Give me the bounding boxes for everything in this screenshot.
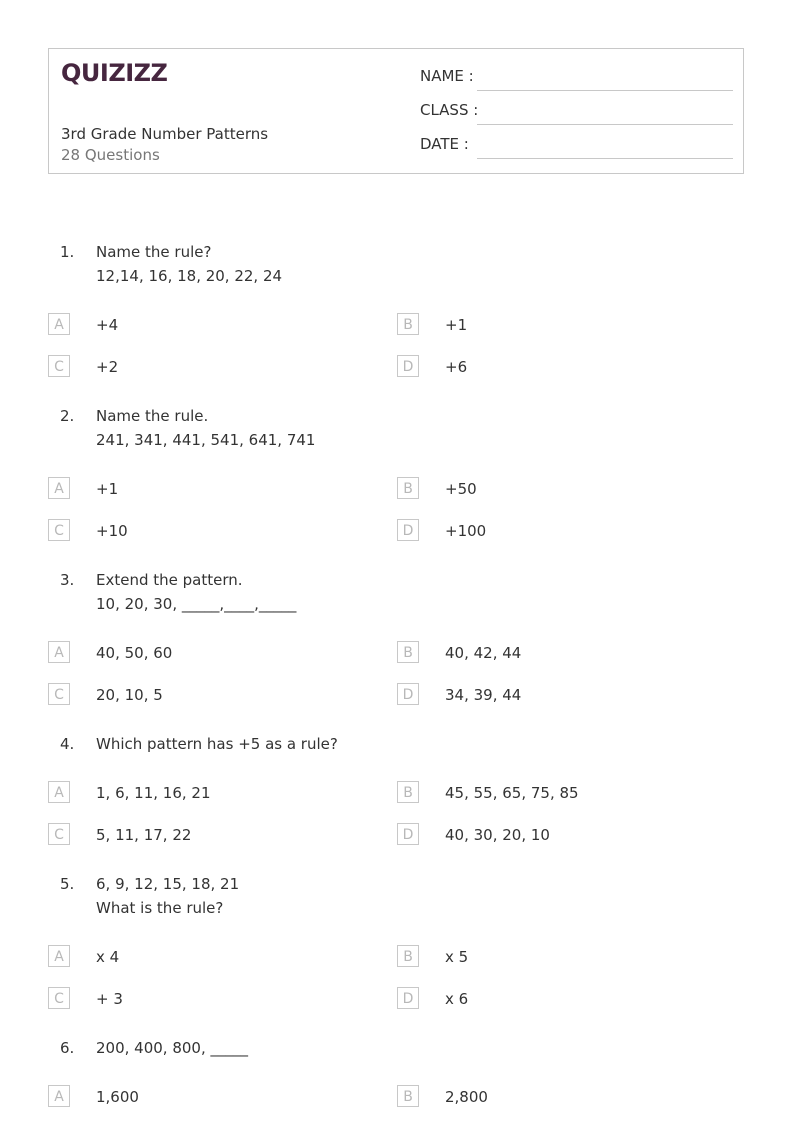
worksheet-title: 3rd Grade Number Patterns (61, 125, 269, 143)
name-line (477, 90, 733, 91)
option-text: + 3 (96, 990, 123, 1008)
option-text: 1, 6, 11, 16, 21 (96, 784, 211, 802)
date-input[interactable] (477, 136, 733, 158)
option-text: x 6 (445, 990, 469, 1008)
option-letter-box: C (48, 987, 70, 1009)
question-number: 3. (60, 571, 75, 589)
name-field (420, 67, 733, 91)
option-text: 40, 42, 44 (445, 644, 522, 662)
option-text: 40, 50, 60 (96, 644, 173, 662)
option-text: x 4 (96, 948, 120, 966)
class-line (477, 124, 733, 125)
option-text: +10 (96, 522, 128, 540)
quizizz-logo: QUIZIZZ (61, 59, 168, 87)
option-letter-box: B (397, 477, 419, 499)
date-label: DATE : (420, 135, 469, 153)
option-text: x 5 (445, 948, 469, 966)
option-text: +50 (445, 480, 477, 498)
question-text: Which pattern has +5 as a rule? (96, 735, 338, 753)
option-text: 40, 30, 20, 10 (445, 826, 550, 844)
name-label: NAME : (420, 67, 474, 85)
question-text: 200, 400, 800, _____ (96, 1039, 248, 1057)
option-letter-box: A (48, 477, 70, 499)
option-letter-box: A (48, 313, 70, 335)
option-letter-box: C (48, 519, 70, 541)
option-text: +1 (445, 316, 468, 334)
option-text: +4 (96, 316, 119, 334)
option-letter-box: D (397, 519, 419, 541)
option-letter-box: D (397, 987, 419, 1009)
option-text: +100 (445, 522, 487, 540)
option-letter-box: A (48, 781, 70, 803)
question-text: Extend the pattern. 10, 20, 30, _____,____,_____ (96, 571, 297, 613)
question-count: 28 Questions (61, 146, 160, 164)
option-text: 1,600 (96, 1088, 139, 1106)
date-line (477, 158, 733, 159)
question-text: Name the rule. 241, 341, 441, 541, 641, 741 (96, 407, 316, 449)
option-text: 5, 11, 17, 22 (96, 826, 192, 844)
option-letter-box: B (397, 1085, 419, 1107)
option-letter-box: C (48, 355, 70, 377)
option-letter-box: B (397, 781, 419, 803)
option-letter-box: C (48, 823, 70, 845)
option-letter-box: B (397, 945, 419, 967)
question-number: 2. (60, 407, 75, 425)
option-text: +1 (96, 480, 119, 498)
option-text: 34, 39, 44 (445, 686, 522, 704)
option-letter-box: A (48, 945, 70, 967)
option-letter-box: B (397, 313, 419, 335)
option-letter-box: A (48, 641, 70, 663)
option-letter-box: C (48, 683, 70, 705)
option-text: 2,800 (445, 1088, 488, 1106)
name-input[interactable] (477, 68, 733, 90)
question-text: 6, 9, 12, 15, 18, 21 What is the rule? (96, 875, 240, 917)
option-letter-box: D (397, 823, 419, 845)
question-text: Name the rule? 12,14, 16, 18, 20, 22, 24 (96, 243, 283, 285)
option-text: +2 (96, 358, 119, 376)
option-letter-box: D (397, 355, 419, 377)
option-text: 20, 10, 5 (96, 686, 163, 704)
option-text: 45, 55, 65, 75, 85 (445, 784, 579, 802)
class-input[interactable] (477, 102, 733, 124)
question-number: 1. (60, 243, 75, 261)
question-number: 5. (60, 875, 75, 893)
option-letter-box: A (48, 1085, 70, 1107)
option-letter-box: D (397, 683, 419, 705)
question-number: 6. (60, 1039, 75, 1057)
question-number: 4. (60, 735, 75, 753)
class-label: CLASS : (420, 101, 479, 119)
worksheet-header (48, 48, 744, 174)
class-field (420, 101, 733, 125)
option-text: +6 (445, 358, 468, 376)
option-letter-box: B (397, 641, 419, 663)
date-field (420, 135, 733, 159)
